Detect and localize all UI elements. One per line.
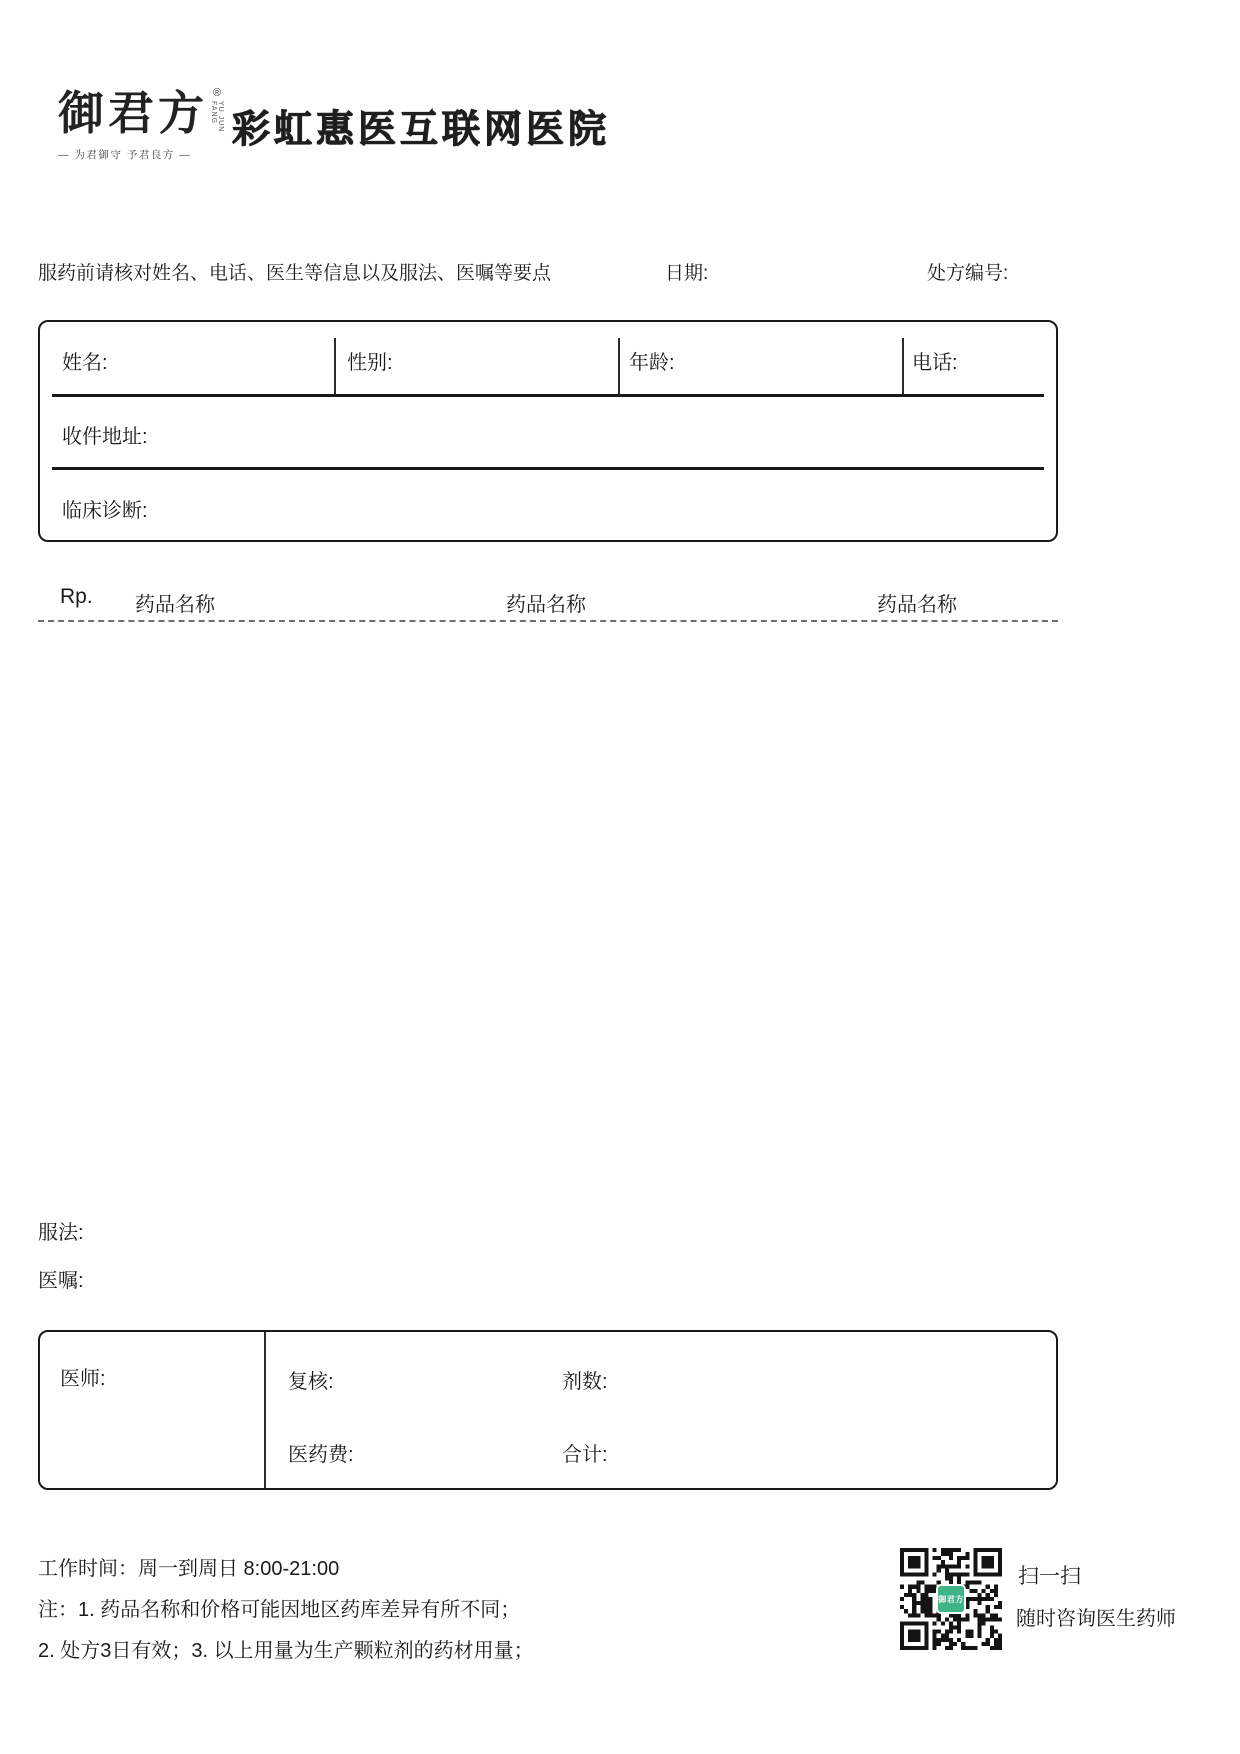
patient-age-label: 年龄: [629, 352, 675, 374]
rp-label: Rp. [60, 585, 93, 608]
logo-tagline: — 为君御守 予君良方 — [58, 149, 192, 161]
medicine-name-column-header: 药品名称 [877, 594, 957, 616]
prescription-number-label: 处方编号: [927, 263, 1009, 284]
rx-dashed-separator [38, 620, 1058, 622]
medicine-name-column-header: 药品名称 [135, 594, 215, 616]
logo-wordmark: 御君方 [58, 86, 208, 140]
shipping-address-label: 收件地址: [62, 426, 148, 448]
divider [264, 1332, 266, 1488]
divider [618, 338, 620, 396]
verification-notice: 服药前请核对姓名、电话、医生等信息以及服法、医嘱等要点 [38, 263, 552, 284]
hospital-name-title: 彩虹惠医互联网医院 [232, 109, 611, 151]
medicine-fee-label: 医药费: [288, 1444, 354, 1466]
note-line-2: 2. 处方3日有效；3. 以上用量为生产颗粒剂的药材用量； [38, 1640, 534, 1662]
qr-caption-consult: 随时咨询医生药师 [1016, 1608, 1176, 1630]
divider [334, 338, 336, 396]
medicine-name-column-header: 药品名称 [506, 594, 586, 616]
logo-pinyin-vertical: YU JUN FANG [210, 101, 224, 133]
patient-phone-label: 电话: [912, 352, 958, 374]
review-label: 复核: [288, 1371, 334, 1393]
patient-gender-label: 性别: [347, 352, 393, 374]
clinical-diagnosis-label: 临床诊断: [62, 500, 148, 522]
registered-trademark-icon: ® [212, 87, 222, 99]
note-line-1: 注：1. 药品名称和价格可能因地区药库差异有所不同； [38, 1599, 521, 1621]
dose-count-label: 剂数: [562, 1371, 608, 1393]
patient-info-box [38, 320, 1058, 542]
signature-box [38, 1330, 1058, 1490]
qr-center-logo: 御君方 [936, 1584, 966, 1614]
divider [902, 338, 904, 396]
row-separator [52, 467, 1044, 470]
brand-logo [58, 86, 224, 162]
row-separator [52, 394, 1044, 397]
patient-name-label: 姓名: [62, 352, 108, 374]
physician-label: 医师: [60, 1368, 106, 1390]
qr-caption-scan: 扫一扫 [1018, 1565, 1081, 1588]
work-hours-text: 工作时间：周一到周日 8:00-21:00 [38, 1558, 340, 1580]
total-label: 合计: [562, 1444, 608, 1466]
qr-code [900, 1548, 1002, 1650]
date-label: 日期: [665, 263, 709, 284]
doctor-advice-label: 医嘱: [38, 1270, 84, 1292]
usage-method-label: 服法: [38, 1222, 84, 1244]
